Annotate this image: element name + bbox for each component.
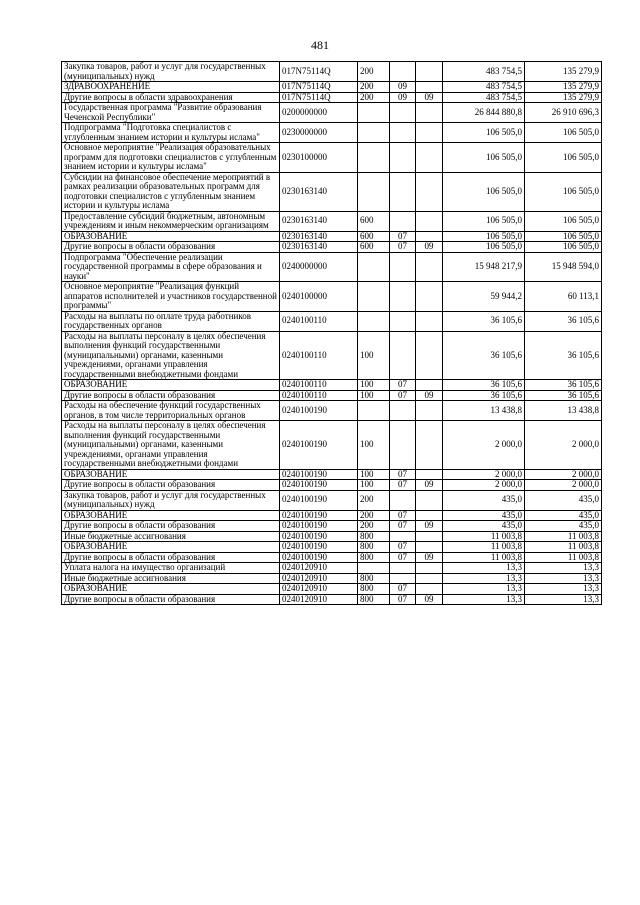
section-cell: 07 xyxy=(390,542,416,553)
expense-type-cell: 100 xyxy=(358,480,390,491)
target-code-cell: 0240100190 xyxy=(280,421,358,470)
amount-year1-cell: 36 105,6 xyxy=(443,311,525,331)
expense-type-cell xyxy=(358,252,390,282)
amount-year2-cell: 106 505,0 xyxy=(525,123,602,143)
expense-type-cell: 800 xyxy=(358,573,390,584)
table-row xyxy=(62,231,602,242)
expense-type-cell: 800 xyxy=(358,584,390,595)
expense-type-cell xyxy=(358,172,390,211)
table-row xyxy=(62,421,602,470)
expense-type-cell xyxy=(358,282,390,312)
expense-type-cell xyxy=(358,311,390,331)
target-code-cell: 0240120910 xyxy=(280,563,358,574)
section-cell xyxy=(390,573,416,584)
row-name-cell: Основное мероприятие "Реализация функций аппаратов исполнителей и участников государственной программы" xyxy=(62,282,280,312)
row-name-cell: Расходы на обеспечение функций государственных органов, в том числе территориальных органов xyxy=(62,401,280,421)
expense-type-cell: 100 xyxy=(358,331,390,380)
subsection-cell xyxy=(416,252,443,282)
subsection-cell: 09 xyxy=(416,92,443,103)
section-cell: 09 xyxy=(390,92,416,103)
table-row xyxy=(62,510,602,521)
amount-year1-cell: 106 505,0 xyxy=(443,172,525,211)
subsection-cell xyxy=(416,380,443,391)
amount-year2-cell: 135 279,9 xyxy=(525,92,602,103)
page-number: 481 xyxy=(311,38,329,52)
amount-year2-cell: 2 000,0 xyxy=(525,469,602,480)
target-code-cell: 0230000000 xyxy=(280,123,358,143)
expense-type-cell: 800 xyxy=(358,594,390,605)
expense-type-cell: 200 xyxy=(358,62,390,82)
amount-year2-cell: 36 105,6 xyxy=(525,331,602,380)
table-row xyxy=(62,531,602,542)
table-row xyxy=(62,103,602,123)
section-cell: 07 xyxy=(390,480,416,491)
section-cell xyxy=(390,143,416,173)
amount-year2-cell: 435,0 xyxy=(525,510,602,521)
row-name-cell: Другие вопросы в области образования xyxy=(62,594,280,605)
amount-year1-cell: 106 505,0 xyxy=(443,231,525,242)
row-name-cell: ОБРАЗОВАНИЕ xyxy=(62,380,280,391)
table-row xyxy=(62,282,602,312)
subsection-cell xyxy=(416,542,443,553)
amount-year2-cell: 26 910 696,3 xyxy=(525,103,602,123)
target-code-cell: 017N75114Q xyxy=(280,82,358,93)
table-row xyxy=(62,331,602,380)
amount-year1-cell: 106 505,0 xyxy=(443,242,525,253)
amount-year1-cell: 36 105,6 xyxy=(443,331,525,380)
subsection-cell xyxy=(416,331,443,380)
target-code-cell: 0240100110 xyxy=(280,390,358,401)
section-cell xyxy=(390,62,416,82)
amount-year2-cell: 106 505,0 xyxy=(525,143,602,173)
table-row xyxy=(62,143,602,173)
expense-type-cell xyxy=(358,401,390,421)
expense-type-cell: 600 xyxy=(358,242,390,253)
target-code-cell: 0240000000 xyxy=(280,252,358,282)
amount-year2-cell: 2 000,0 xyxy=(525,421,602,470)
target-code-cell: 0240100190 xyxy=(280,469,358,480)
amount-year2-cell: 2 000,0 xyxy=(525,480,602,491)
row-name-cell: Другие вопросы в области образования xyxy=(62,552,280,563)
amount-year1-cell: 11 003,8 xyxy=(443,542,525,553)
amount-year1-cell: 106 505,0 xyxy=(443,123,525,143)
row-name-cell: Государственная программа "Развитие образования Чеченской Республики" xyxy=(62,103,280,123)
row-name-cell: Другие вопросы в области здравоохранения xyxy=(62,92,280,103)
section-cell: 07 xyxy=(390,231,416,242)
row-name-cell: ОБРАЗОВАНИЕ xyxy=(62,584,280,595)
row-name-cell: Подпрограмма "Обеспечение реализации государственной программы в сфере образования и науки" xyxy=(62,252,280,282)
subsection-cell xyxy=(416,231,443,242)
amount-year2-cell: 435,0 xyxy=(525,521,602,532)
subsection-cell xyxy=(416,421,443,470)
amount-year2-cell: 106 505,0 xyxy=(525,242,602,253)
amount-year2-cell: 36 105,6 xyxy=(525,390,602,401)
subsection-cell: 09 xyxy=(416,390,443,401)
row-name-cell: ОБРАЗОВАНИЕ xyxy=(62,469,280,480)
amount-year2-cell: 135 279,9 xyxy=(525,62,602,82)
amount-year1-cell: 36 105,6 xyxy=(443,390,525,401)
row-name-cell: Закупка товаров, работ и услуг для государственных (муниципальных) нужд xyxy=(62,62,280,82)
amount-year2-cell: 11 003,8 xyxy=(525,542,602,553)
expense-type-cell: 200 xyxy=(358,82,390,93)
amount-year1-cell: 2 000,0 xyxy=(443,421,525,470)
subsection-cell xyxy=(416,123,443,143)
subsection-cell xyxy=(416,311,443,331)
target-code-cell: 0240100190 xyxy=(280,542,358,553)
section-cell xyxy=(390,331,416,380)
expense-type-cell: 800 xyxy=(358,542,390,553)
amount-year1-cell: 2 000,0 xyxy=(443,480,525,491)
section-cell xyxy=(390,103,416,123)
budget-table-body xyxy=(62,62,602,605)
expense-type-cell xyxy=(358,123,390,143)
section-cell: 07 xyxy=(390,521,416,532)
amount-year1-cell: 13,3 xyxy=(443,573,525,584)
row-name-cell: ОБРАЗОВАНИЕ xyxy=(62,542,280,553)
subsection-cell xyxy=(416,211,443,231)
expense-type-cell: 200 xyxy=(358,510,390,521)
target-code-cell: 0240100190 xyxy=(280,531,358,542)
target-code-cell: 0240100190 xyxy=(280,490,358,510)
expense-type-cell: 600 xyxy=(358,231,390,242)
amount-year1-cell: 15 948 217,9 xyxy=(443,252,525,282)
target-code-cell: 0240100190 xyxy=(280,401,358,421)
amount-year1-cell: 483 754,5 xyxy=(443,82,525,93)
subsection-cell xyxy=(416,103,443,123)
subsection-cell xyxy=(416,82,443,93)
amount-year2-cell: 13 438,8 xyxy=(525,401,602,421)
amount-year1-cell: 26 844 880,8 xyxy=(443,103,525,123)
table-row xyxy=(62,211,602,231)
amount-year2-cell: 36 105,6 xyxy=(525,311,602,331)
expense-type-cell: 100 xyxy=(358,421,390,470)
amount-year1-cell: 435,0 xyxy=(443,510,525,521)
table-row xyxy=(62,62,602,82)
subsection-cell xyxy=(416,584,443,595)
amount-year2-cell: 11 003,8 xyxy=(525,531,602,542)
row-name-cell: Основное мероприятие "Реализация образовательных программ для подготовки специалистов с углубленным знанием истории и культуры ислама" xyxy=(62,143,280,173)
expense-type-cell: 800 xyxy=(358,552,390,563)
expense-type-cell xyxy=(358,103,390,123)
amount-year1-cell: 435,0 xyxy=(443,521,525,532)
section-cell xyxy=(390,401,416,421)
section-cell: 07 xyxy=(390,390,416,401)
target-code-cell: 0240100190 xyxy=(280,552,358,563)
row-name-cell: ЗДРАВООХРАНЕНИЕ xyxy=(62,82,280,93)
target-code-cell: 0240100190 xyxy=(280,480,358,491)
section-cell xyxy=(390,282,416,312)
row-name-cell: Расходы на выплаты персоналу в целях обеспечения выполнения функций государственными (муниципальными) органами, казенными учреждениями, органами управления государственными внебюджетными фондами xyxy=(62,331,280,380)
table-row xyxy=(62,123,602,143)
target-code-cell: 0240100190 xyxy=(280,510,358,521)
section-cell xyxy=(390,421,416,470)
target-code-cell: 0230163140 xyxy=(280,242,358,253)
subsection-cell xyxy=(416,531,443,542)
section-cell xyxy=(390,490,416,510)
target-code-cell: 0230163140 xyxy=(280,231,358,242)
section-cell: 09 xyxy=(390,82,416,93)
section-cell xyxy=(390,123,416,143)
row-name-cell: Подпрограмма "Подготовка специалистов с углубленным знанием истории и культуры ислама" xyxy=(62,123,280,143)
section-cell: 07 xyxy=(390,584,416,595)
subsection-cell xyxy=(416,510,443,521)
subsection-cell: 09 xyxy=(416,552,443,563)
table-row xyxy=(62,82,602,93)
subsection-cell xyxy=(416,563,443,574)
row-name-cell: Иные бюджетные ассигнования xyxy=(62,531,280,542)
amount-year2-cell: 106 505,0 xyxy=(525,172,602,211)
amount-year2-cell: 135 279,9 xyxy=(525,82,602,93)
target-code-cell: 0240100110 xyxy=(280,331,358,380)
section-cell: 07 xyxy=(390,552,416,563)
row-name-cell: Иные бюджетные ассигнования xyxy=(62,573,280,584)
target-code-cell: 0230163140 xyxy=(280,172,358,211)
section-cell xyxy=(390,172,416,211)
target-code-cell: 0240100000 xyxy=(280,282,358,312)
target-code-cell: 0230100000 xyxy=(280,143,358,173)
row-name-cell: Другие вопросы в области образования xyxy=(62,521,280,532)
amount-year1-cell: 483 754,5 xyxy=(443,92,525,103)
row-name-cell: ОБРАЗОВАНИЕ xyxy=(62,510,280,521)
row-name-cell: ОБРАЗОВАНИЕ xyxy=(62,231,280,242)
subsection-cell xyxy=(416,143,443,173)
table-row xyxy=(62,92,602,103)
section-cell: 07 xyxy=(390,469,416,480)
table-row xyxy=(62,311,602,331)
amount-year2-cell: 435,0 xyxy=(525,490,602,510)
amount-year1-cell: 11 003,8 xyxy=(443,552,525,563)
table-row xyxy=(62,242,602,253)
target-code-cell: 0240100190 xyxy=(280,521,358,532)
subsection-cell xyxy=(416,469,443,480)
target-code-cell: 0240120910 xyxy=(280,594,358,605)
row-name-cell: Другие вопросы в области образования xyxy=(62,242,280,253)
amount-year2-cell: 13,3 xyxy=(525,594,602,605)
amount-year2-cell: 106 505,0 xyxy=(525,231,602,242)
subsection-cell xyxy=(416,172,443,211)
target-code-cell: 0200000000 xyxy=(280,103,358,123)
budget-table xyxy=(61,61,602,605)
row-name-cell: Другие вопросы в области образования xyxy=(62,480,280,491)
amount-year2-cell: 13,3 xyxy=(525,584,602,595)
table-row xyxy=(62,584,602,595)
amount-year1-cell: 11 003,8 xyxy=(443,531,525,542)
section-cell: 07 xyxy=(390,594,416,605)
table-row xyxy=(62,390,602,401)
amount-year1-cell: 483 754,5 xyxy=(443,62,525,82)
row-name-cell: Другие вопросы в области образования xyxy=(62,390,280,401)
expense-type-cell: 200 xyxy=(358,92,390,103)
amount-year1-cell: 435,0 xyxy=(443,490,525,510)
expense-type-cell xyxy=(358,143,390,173)
amount-year1-cell: 13,3 xyxy=(443,563,525,574)
expense-type-cell: 200 xyxy=(358,521,390,532)
table-row xyxy=(62,380,602,391)
target-code-cell: 0240100110 xyxy=(280,311,358,331)
expense-type-cell: 100 xyxy=(358,469,390,480)
table-row xyxy=(62,469,602,480)
amount-year2-cell: 36 105,6 xyxy=(525,380,602,391)
expense-type-cell: 100 xyxy=(358,390,390,401)
amount-year1-cell: 36 105,6 xyxy=(443,380,525,391)
table-row xyxy=(62,542,602,553)
expense-type-cell: 800 xyxy=(358,531,390,542)
amount-year1-cell: 106 505,0 xyxy=(443,143,525,173)
table-row xyxy=(62,252,602,282)
table-row xyxy=(62,573,602,584)
amount-year1-cell: 106 505,0 xyxy=(443,211,525,231)
expense-type-cell: 600 xyxy=(358,211,390,231)
amount-year2-cell: 15 948 594,0 xyxy=(525,252,602,282)
table-row xyxy=(62,490,602,510)
amount-year1-cell: 13,3 xyxy=(443,584,525,595)
subsection-cell: 09 xyxy=(416,242,443,253)
table-row xyxy=(62,172,602,211)
amount-year1-cell: 59 944,2 xyxy=(443,282,525,312)
subsection-cell xyxy=(416,490,443,510)
target-code-cell: 0240120910 xyxy=(280,584,358,595)
subsection-cell xyxy=(416,401,443,421)
expense-type-cell: 100 xyxy=(358,380,390,391)
row-name-cell: Предоставление субсидий бюджетным, автономным учреждениям и иным некоммерческим организациям xyxy=(62,211,280,231)
subsection-cell xyxy=(416,62,443,82)
table-row xyxy=(62,480,602,491)
section-cell xyxy=(390,531,416,542)
table-row xyxy=(62,401,602,421)
subsection-cell xyxy=(416,282,443,312)
row-name-cell: Расходы на выплаты по оплате труда работников государственных органов xyxy=(62,311,280,331)
amount-year1-cell: 13 438,8 xyxy=(443,401,525,421)
section-cell xyxy=(390,311,416,331)
subsection-cell xyxy=(416,573,443,584)
amount-year1-cell: 13,3 xyxy=(443,594,525,605)
table-row xyxy=(62,594,602,605)
subsection-cell: 09 xyxy=(416,521,443,532)
section-cell: 07 xyxy=(390,380,416,391)
target-code-cell: 0240120910 xyxy=(280,573,358,584)
amount-year2-cell: 13,3 xyxy=(525,573,602,584)
row-name-cell: Субсидии на финансовое обеспечение мероприятий в рамках реализации образовательных программ для подготовки специалистов с углубленным знанием истории и культуры ислама xyxy=(62,172,280,211)
row-name-cell: Расходы на выплаты персоналу в целях обеспечения выполнения функций государственными (муниципальными) органами, казенными учреждениями, органами управления государственными внебюджетными фондами xyxy=(62,421,280,470)
target-code-cell: 0240100110 xyxy=(280,380,358,391)
amount-year1-cell: 2 000,0 xyxy=(443,469,525,480)
target-code-cell: 017N75114Q xyxy=(280,92,358,103)
subsection-cell: 09 xyxy=(416,594,443,605)
section-cell xyxy=(390,563,416,574)
amount-year2-cell: 60 113,1 xyxy=(525,282,602,312)
amount-year2-cell: 13,3 xyxy=(525,563,602,574)
table-row xyxy=(62,563,602,574)
section-cell: 07 xyxy=(390,510,416,521)
amount-year2-cell: 106 505,0 xyxy=(525,211,602,231)
subsection-cell: 09 xyxy=(416,480,443,491)
row-name-cell: Закупка товаров, работ и услуг для государственных (муниципальных) нужд xyxy=(62,490,280,510)
table-row xyxy=(62,521,602,532)
row-name-cell: Уплата налога на имущество организаций xyxy=(62,563,280,574)
table-row xyxy=(62,552,602,563)
expense-type-cell xyxy=(358,563,390,574)
section-cell xyxy=(390,211,416,231)
section-cell: 07 xyxy=(390,242,416,253)
amount-year2-cell: 11 003,8 xyxy=(525,552,602,563)
expense-type-cell: 200 xyxy=(358,490,390,510)
target-code-cell: 017N75114Q xyxy=(280,62,358,82)
target-code-cell: 0230163140 xyxy=(280,211,358,231)
section-cell xyxy=(390,252,416,282)
